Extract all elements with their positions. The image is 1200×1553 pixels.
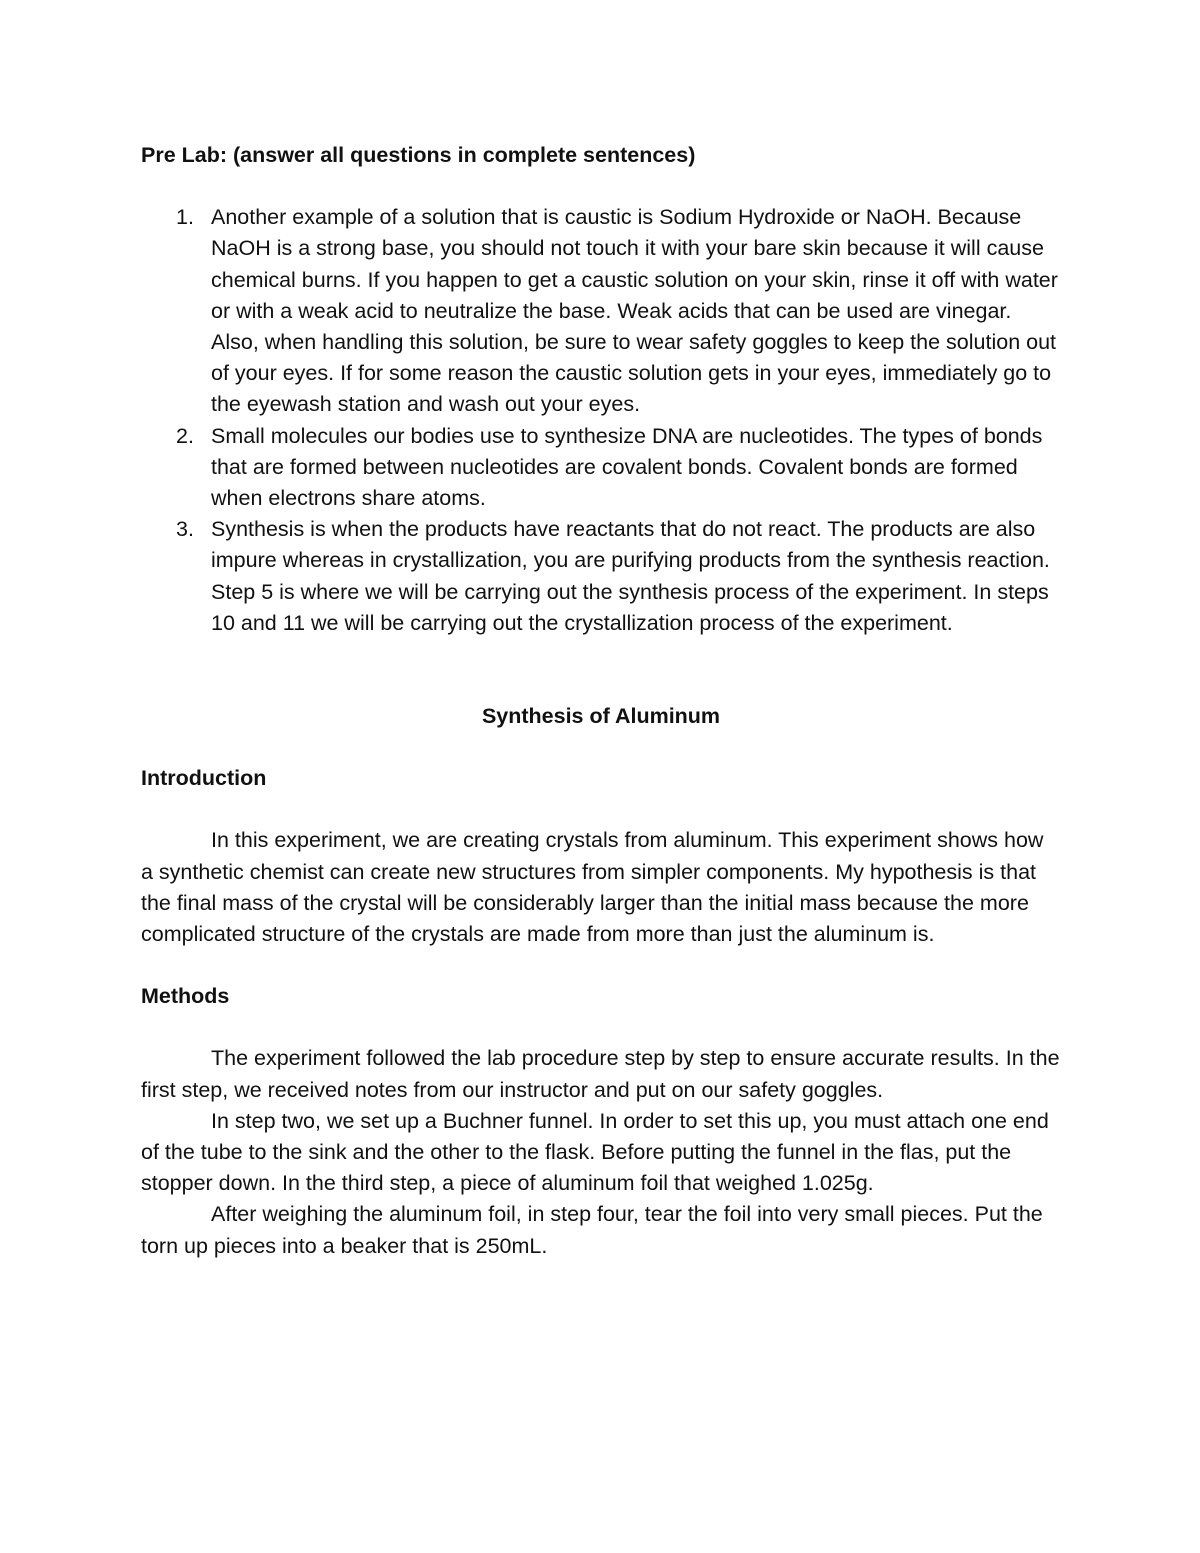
prelab-question-2 <box>141 421 1061 515</box>
methods-heading: Methods <box>141 984 230 1009</box>
prelab-question-1 <box>141 202 1061 420</box>
question-number: 3. <box>176 517 194 542</box>
question-text: Another example of a solution that is caustic is Sodium Hydroxide or NaOH. Because NaOH is a strong base, you should not touch it with your bare skin because it will cause chemical burns. If you happen to get a caustic solution on your skin, rinse it off with water or with a weak acid to neutralize the base. Weak acids that can be used are vinegar. Also, when handling this solution, be sure to wear safety goggles to keep the solution out of your eyes. If for some reason the caustic solution gets in your eyes, immediately go to the eyewash station and wash out your eyes. <box>211 205 1058 417</box>
section-spacer <box>141 950 1061 981</box>
prelab-question-3 <box>141 514 1061 639</box>
question-text: Small molecules our bodies use to synthesize DNA are nucleotides. The types of bonds that are formed between nucleotides are covalent bonds. Covalent bonds are formed when electrons share atoms. <box>211 423 1043 511</box>
question-number: 2. <box>176 423 194 448</box>
methods-paragraph-3: After weighing the aluminum foil, in step four, tear the foil into very small pieces. Put the torn up pieces into a beaker that is 250mL. <box>141 1202 1043 1258</box>
question-text: Synthesis is when the products have reactants that do not react. The products are also impure whereas in crystallization, you are purifying products from the synthesis reaction. Step 5 is where we will be carrying out the synthesis process of the experiment. In steps 10 and 11 we will be carrying out the crystallization process of the experiment. <box>211 517 1050 635</box>
methods-paragraph-2: In step two, we set up a Buchner funnel. In order to set this up, you must attach one end of the tube to the sink and the other to the flask. Before putting the funnel in the flas, put the stopper down. In the third step, a piece of aluminum foil that weighed 1.025g. <box>141 1108 1049 1196</box>
introduction-paragraph: In this experiment, we are creating crystals from aluminum. This experiment shows how a synthetic chemist can create new structures from simpler components. My hypothesis is that the final mass of the crystal will be considerably larger than the initial mass because the more complicated structure of the crystals are made from more than just the aluminum is. <box>141 828 1044 947</box>
document-content <box>141 140 1061 1262</box>
introduction-heading: Introduction <box>141 766 267 791</box>
report-title: Synthesis of Aluminum <box>481 704 721 729</box>
methods-paragraph-1: The experiment followed the lab procedure step by step to ensure accurate results. In the first step, we received notes from our instructor and put on our safety goggles. <box>141 1046 1060 1102</box>
prelab-question-list <box>141 202 1061 639</box>
question-number: 1. <box>176 205 194 230</box>
prelab-heading: Pre Lab: (answer all questions in complete sentences) <box>141 143 696 167</box>
